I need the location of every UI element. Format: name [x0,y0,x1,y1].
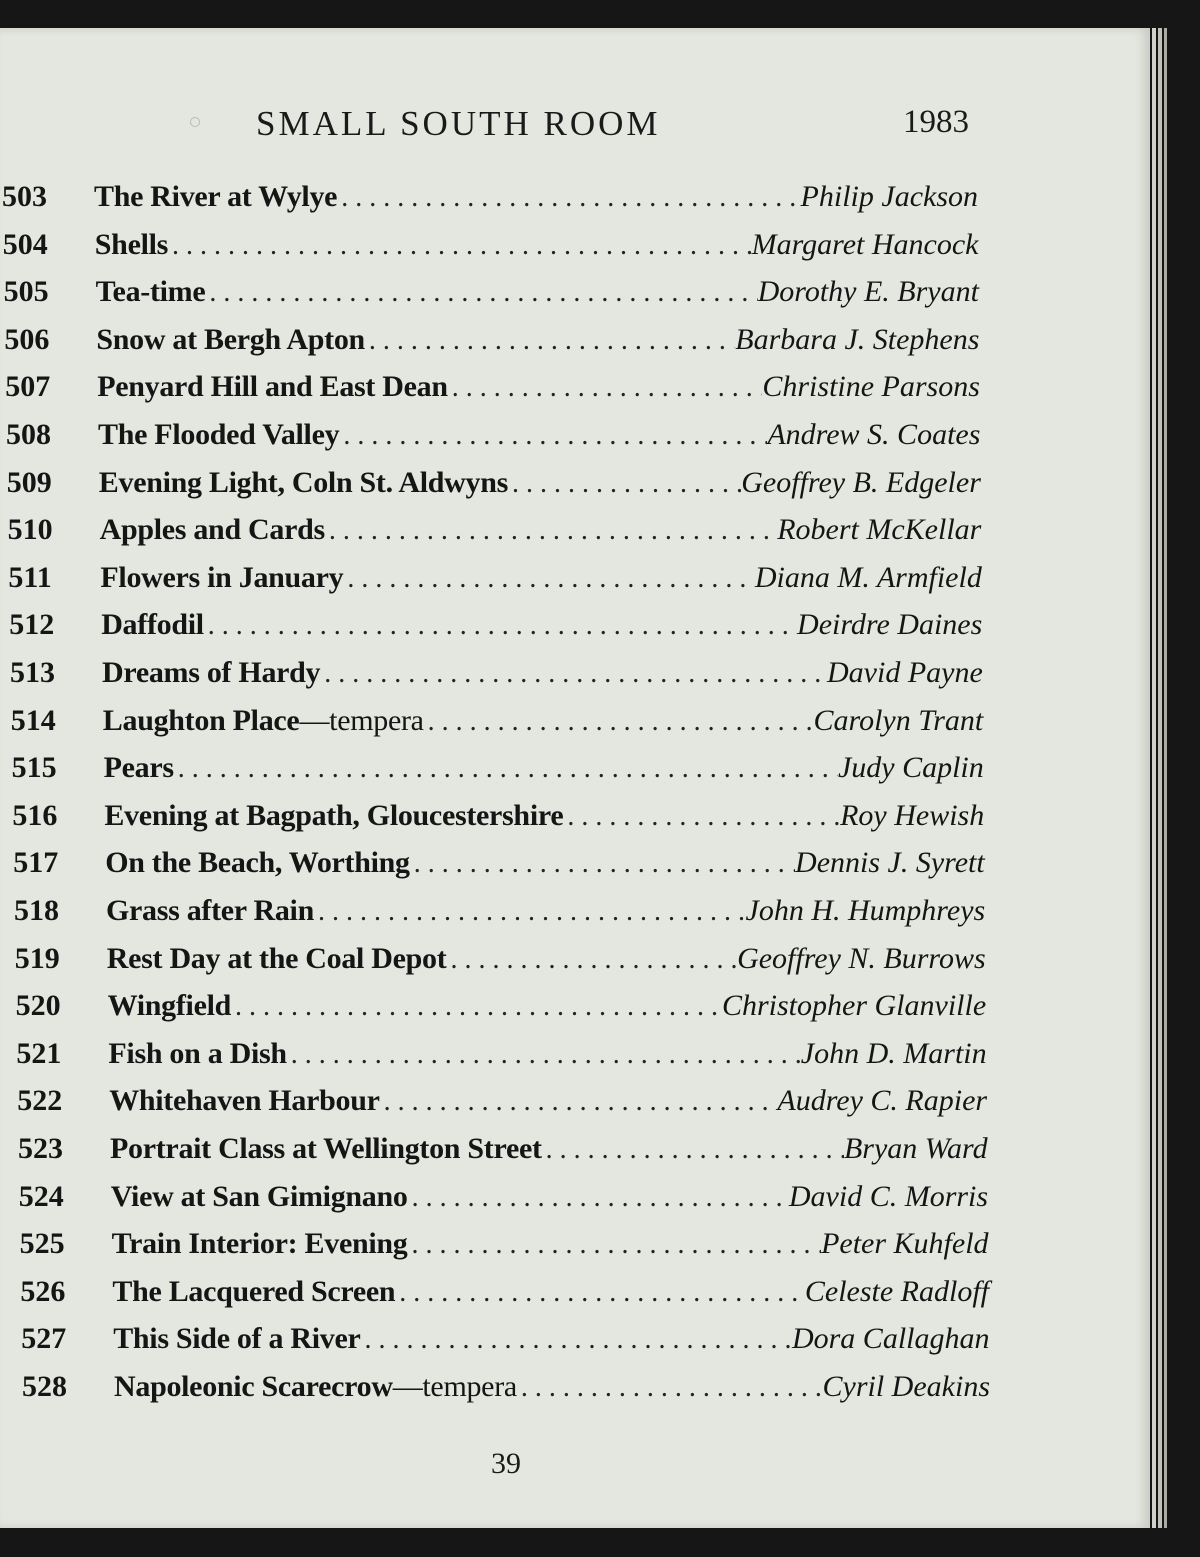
entry-number: 524 [18,1179,64,1213]
page-edge [1158,28,1162,1528]
catalogue-entry [8,561,981,605]
dot-leader [174,753,838,785]
catalogue-entry [6,418,980,462]
dot-leader [337,182,800,214]
entry-number: 511 [8,560,52,594]
entry-title-text: Pears [103,751,174,785]
entry-title-text: Shells [94,227,169,261]
catalogue-entry [16,989,987,1033]
catalogue-entry [17,1084,987,1128]
entry-title [98,418,339,452]
entry-title-text: Grass after Rain [106,894,314,927]
catalogue-entry [18,1132,988,1176]
catalogue-entry [10,656,983,700]
entry-artist: Geoffrey B. Edgeler [741,465,981,499]
catalogue-entry [12,751,984,795]
entry-artist: John H. Humphreys [745,894,986,927]
entry-number: 517 [13,846,59,880]
dot-leader [168,230,752,262]
entry-title [101,608,204,642]
dot-leader [320,658,827,690]
entry-medium: —tempera [392,1370,517,1403]
dot-leader [446,944,737,976]
entry-number: 523 [18,1132,63,1165]
catalogue-entry [20,1227,989,1271]
entry-number: 522 [17,1084,63,1118]
entry-title-text: Evening Light, Coln St. Aldwyns [98,465,508,499]
catalogue-entry [14,894,985,938]
entry-title-text: Whitehaven Harbour [109,1084,380,1118]
catalogue-entry [16,1037,986,1081]
catalogue-entry [9,608,982,652]
catalogue-entry [22,1370,990,1414]
dot-leader [339,420,767,452]
entry-title [108,989,231,1023]
entry-number: 519 [14,941,60,975]
entry-title [96,323,365,357]
entry-title-text: View at San Gimignano [110,1179,408,1213]
catalogue-entry [11,704,983,748]
entry-title-text: This Side of a River [113,1322,361,1356]
entry-artist: Margaret Hancock [751,227,979,261]
entry-title [114,1370,517,1404]
catalogue-entry [3,228,979,272]
dot-leader [287,1039,801,1071]
dot-leader [542,1134,844,1166]
room-title: SMALL SOUTH ROOM [256,104,661,143]
dot-leader [408,1182,789,1214]
catalogue-entry [13,846,985,890]
entry-title-text: The Flooded Valley [98,418,340,451]
entry-artist: Bryan Ward [843,1132,988,1165]
entry-title [112,1227,408,1261]
entry-title-text: Tea-time [95,275,206,309]
entry-artist: Diana M. Armfield [754,560,982,594]
entry-artist: Dora Callaghan [791,1322,990,1356]
entry-artist: Peter Kuhfeld [821,1227,989,1261]
entry-artist: Geoffrey N. Burrows [737,941,986,975]
entry-number: 514 [10,703,56,737]
entry-title [111,1180,408,1214]
entry-artist: David C. Morris [788,1179,989,1213]
entry-title [100,561,343,595]
entry-artist: Christopher Glanville [721,989,987,1023]
entry-title-text: Laughton Place [102,703,300,737]
entry-artist: Dennis J. Syrett [795,846,985,880]
catalogue-entry [4,323,979,367]
entry-number: 520 [15,989,61,1023]
entry-number: 506 [4,322,50,356]
entry-artist: Cyril Deakins [822,1370,990,1403]
dot-leader [395,1277,805,1309]
entry-title-text: Fish on a Dish [108,1036,287,1070]
entry-title-text: Napoleonic Scarecrow [114,1370,393,1403]
entry-title [107,942,447,976]
entry-title [104,751,174,785]
entry-number: 528 [22,1370,67,1403]
page-number: 39 [491,1447,521,1480]
entry-number: 503 [2,180,47,213]
entry-title-text: Rest Day at the Coal Depot [106,941,447,975]
entry-title [106,894,314,928]
entry-artist: Audrey C. Rapier [777,1084,988,1118]
entry-number: 518 [14,894,59,927]
dot-leader [508,468,741,500]
entry-title-text: The Lacquered Screen [112,1274,396,1308]
entry-number: 507 [5,370,51,404]
dot-leader [325,515,777,547]
entry-number: 516 [12,798,58,832]
entry-artist: Celeste Radloff [804,1274,990,1308]
dot-leader [380,1086,778,1118]
dot-leader [407,1229,821,1261]
dot-leader [314,896,746,928]
entry-number: 512 [9,608,55,642]
entry-title [109,1084,379,1118]
dot-leader [424,706,814,738]
entry-title [104,799,563,833]
entry-title [100,513,325,547]
entry-title [97,370,448,404]
dot-leader [231,991,722,1023]
entry-number: 508 [6,418,51,451]
entry-title-text: Penyard Hill and East Dean [97,370,448,404]
catalogue-entry [12,799,984,843]
entry-number: 510 [7,513,53,547]
catalogue-entry [5,370,980,414]
entry-artist: Andrew S. Coates [767,418,981,451]
entry-artist: John D. Martin [800,1036,987,1070]
dot-leader [205,277,757,309]
entry-artist: Barbara J. Stephens [735,322,980,356]
entry-number: 509 [6,465,52,499]
dot-leader [343,563,755,595]
entry-title-text: Dreams of Hardy [102,656,321,689]
entry-artist: Judy Caplin [837,751,984,785]
entry-title [110,1132,542,1166]
entry-artist: Dorothy E. Bryant [757,275,979,309]
entry-artist: Robert McKellar [777,513,982,547]
catalogue-entry [8,513,982,557]
dot-leader [204,610,797,642]
entry-number: 504 [2,227,48,261]
entry-title-text: Daffodil [101,608,204,642]
catalogue-entry [15,942,986,986]
entry-title [102,656,320,690]
catalogue-entry [2,180,978,224]
entry-title [99,466,508,500]
entry-artist: David Payne [827,656,983,689]
entry-title [95,228,168,262]
entry-number: 505 [3,275,49,309]
exhibition-year: 1983 [903,104,969,140]
entry-number: 525 [19,1227,65,1261]
entry-title-text: Flowers in January [100,560,344,594]
entry-artist: Philip Jackson [800,180,978,213]
dot-leader [448,372,763,404]
entry-number: 527 [21,1322,67,1356]
entry-title [108,1037,286,1071]
page-edge [1164,28,1167,1528]
entry-artist: Christine Parsons [762,370,980,404]
catalogue-entry [19,1180,988,1224]
catalogue-entry [21,1322,989,1366]
entry-title [105,846,410,880]
entry-title [94,180,337,214]
entry-title-text: On the Beach, Worthing [105,846,410,880]
dot-leader [563,801,840,833]
entry-medium: —tempera [299,703,424,737]
dot-leader [517,1372,823,1404]
page-edge [1152,28,1156,1528]
catalogue-entry [20,1275,989,1319]
entry-title-text: Snow at Bergh Apton [96,322,365,356]
entry-artist: Roy Hewish [840,798,985,832]
catalogue-entry [4,275,979,319]
dot-leader [410,848,795,880]
catalogue-entry [7,466,981,510]
entry-number: 515 [11,751,57,785]
entry-title-text: Evening at Bagpath, Gloucestershire [104,798,564,832]
entry-title-text: Apples and Cards [99,513,325,547]
entry-title-text: Portrait Class at Wellington Street [110,1132,542,1165]
entry-title-text: Wingfield [107,989,232,1023]
page-header [0,104,1150,144]
dot-leader [365,325,735,357]
entry-number: 521 [16,1036,62,1070]
entry-title [113,1322,360,1356]
dot-leader [361,1324,792,1356]
entry-title [96,275,206,309]
entry-artist: Deirdre Daines [797,608,983,642]
entry-artist: Carolyn Trant [813,703,984,737]
entry-title [103,704,424,738]
entry-title [112,1275,395,1309]
entry-title-text: Train Interior: Evening [111,1227,408,1261]
entry-number: 513 [10,656,55,689]
entry-title-text: The River at Wylye [94,180,338,213]
entry-number: 526 [20,1274,66,1308]
